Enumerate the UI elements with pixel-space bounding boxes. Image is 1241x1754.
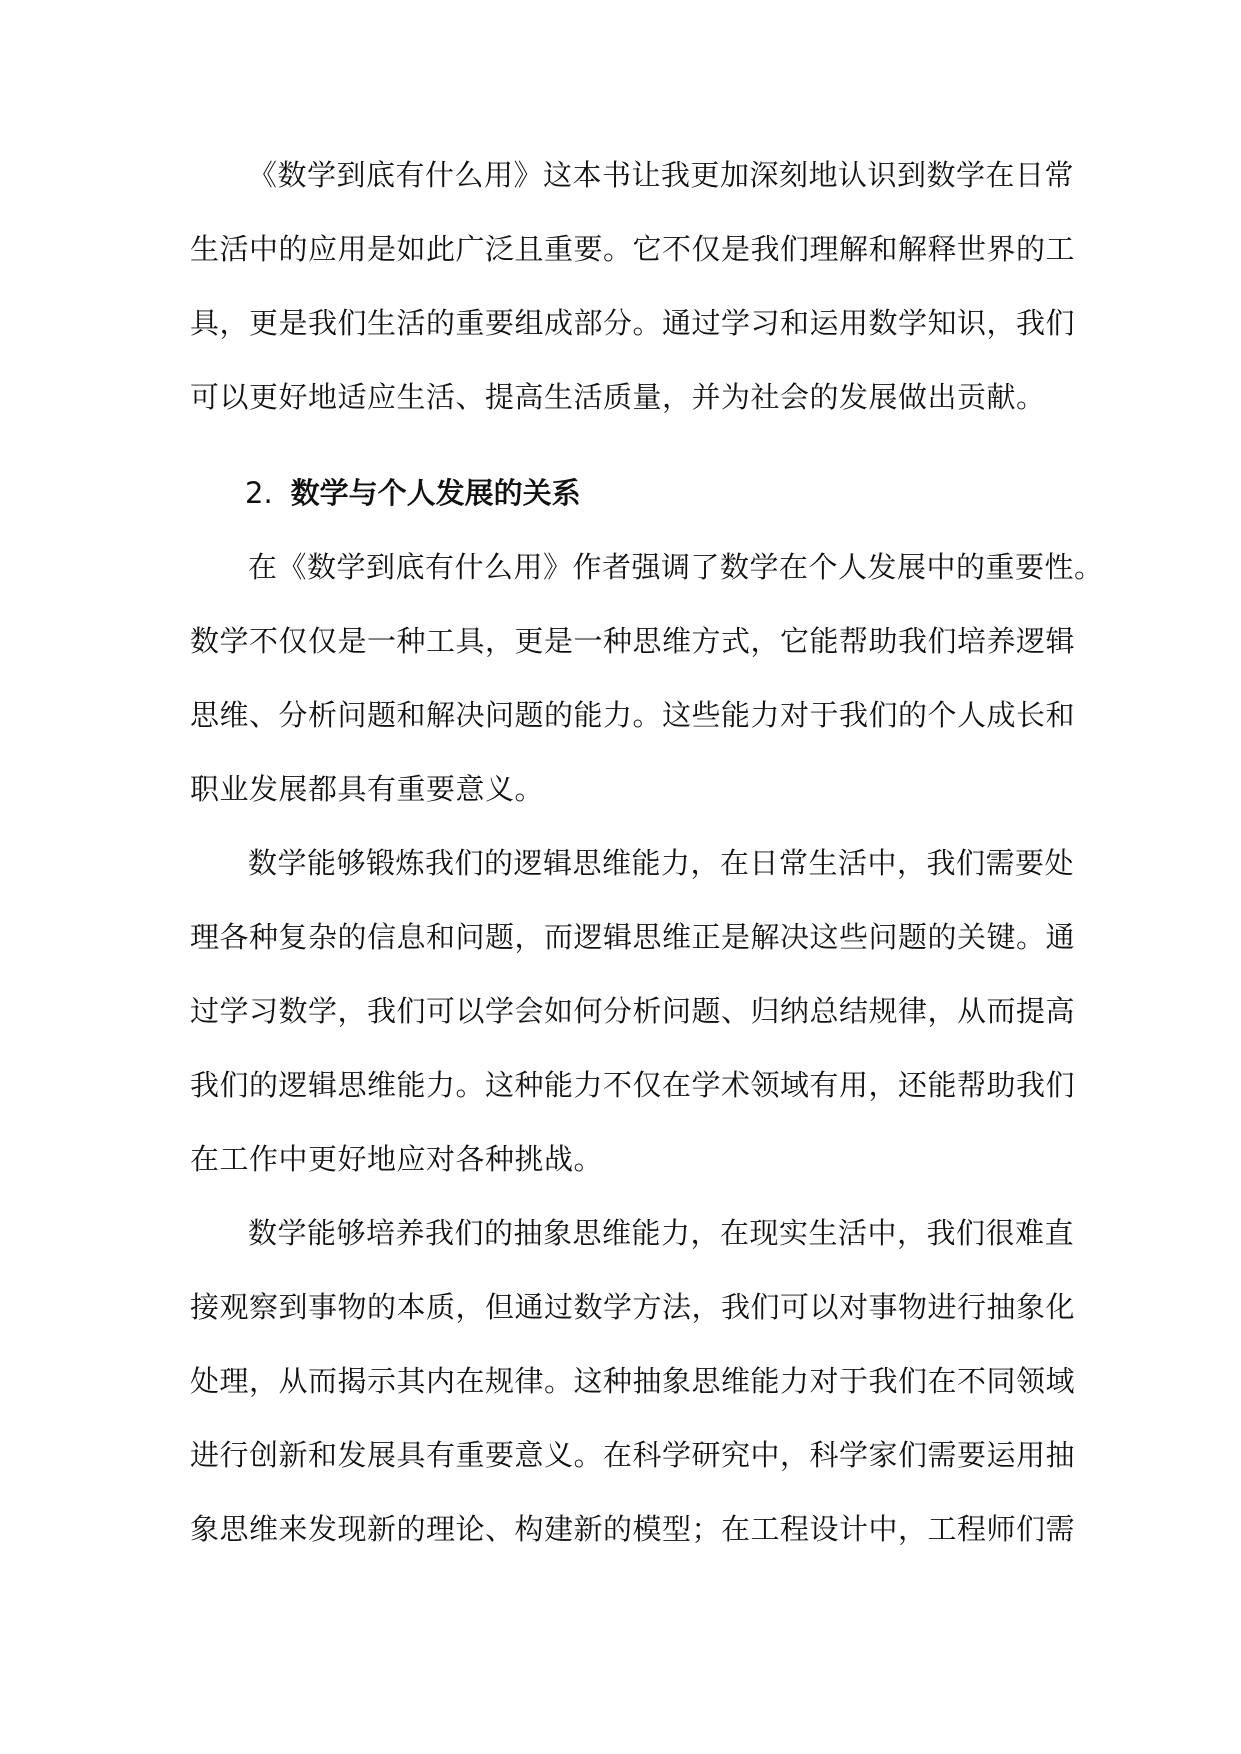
- document-body: [190, 138, 1104, 1566]
- paragraph-line: 生活中的应用是如此广泛且重要。它不仅是我们理解和解释世界的工: [190, 232, 1076, 266]
- paragraph-line: 过学习数学，我们可以学会如何分析问题、归纳总结规律，从而提高: [190, 994, 1076, 1028]
- paragraph-line: 在工作中更好地应对各种挑战。: [190, 1142, 604, 1176]
- paragraph-line: 我们的逻辑思维能力。这种能力不仅在学术领域有用，还能帮助我们: [190, 1068, 1076, 1102]
- paragraph-line: 职业发展都具有重要意义。: [190, 772, 545, 806]
- paragraph-line: 数学不仅仅是一种工具，更是一种思维方式，它能帮助我们培养逻辑: [190, 624, 1076, 658]
- paragraph-line: 接观察到事物的本质，但通过数学方法，我们可以对事物进行抽象化: [190, 1290, 1076, 1324]
- paragraph-line: 数学能够锻炼我们的逻辑思维能力，在日常生活中，我们需要处: [248, 846, 1075, 880]
- paragraph-logic: [190, 826, 1076, 1196]
- paragraph-line: 《数学到底有什么用》这本书让我更加深刻地认识到数学在日常: [248, 158, 1075, 192]
- paragraph-line: 思维、分析问题和解决问题的能力。这些能力对于我们的个人成长和: [190, 698, 1076, 732]
- paragraph-importance: [190, 530, 1104, 826]
- paragraph-line: 理各种复杂的信息和问题，而逻辑思维正是解决这些问题的关键。通: [190, 920, 1076, 954]
- paragraph-line: 象思维来发现新的理论、构建新的模型；在工程设计中，工程师们需: [190, 1512, 1076, 1546]
- paragraph-line: 进行创新和发展具有重要意义。在科学研究中，科学家们需要运用抽: [190, 1438, 1076, 1472]
- section-title: 数学与个人发展的关系: [290, 476, 581, 510]
- paragraph-line: 可以更好地适应生活、提高生活质量，并为社会的发展做出贡献。: [190, 380, 1046, 414]
- section-number: 2.: [245, 476, 273, 510]
- paragraph-line: 数学能够培养我们的抽象思维能力，在现实生活中，我们很难直: [248, 1216, 1075, 1250]
- paragraph-line: 具，更是我们生活的重要组成部分。通过学习和运用数学知识，我们: [190, 306, 1076, 340]
- paragraph-abstraction: [190, 1196, 1076, 1566]
- paragraph-intro: [190, 138, 1076, 434]
- paragraph-line: 在《数学到底有什么用》作者强调了数学在个人发展中的重要性。: [248, 550, 1104, 584]
- section-heading: [190, 456, 1055, 530]
- paragraph-line: 处理，从而揭示其内在规律。这种抽象思维能力对于我们在不同领域: [190, 1364, 1076, 1398]
